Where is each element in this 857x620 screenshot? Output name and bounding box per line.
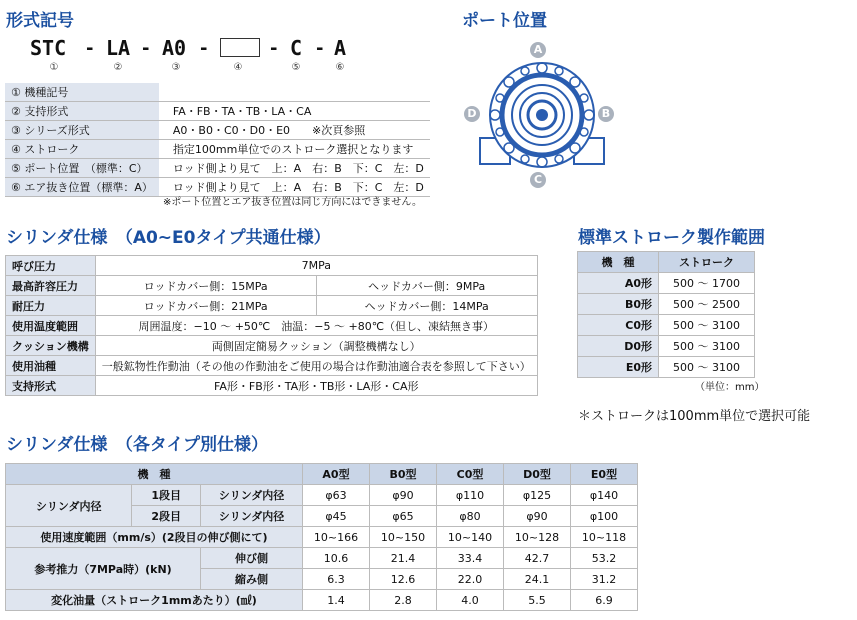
legend-row xyxy=(5,140,430,159)
spec-row xyxy=(6,256,538,276)
bore1-d0: φ125 xyxy=(504,485,571,506)
spec-value: 周囲温度：−10 ～ +50℃ 油温：−5 ～ +80℃（但し、凍結無き事） xyxy=(95,316,537,336)
spec-key: 最高許容圧力 xyxy=(6,276,96,296)
bore1-e0: φ140 xyxy=(571,485,638,506)
port-label-bottom: C xyxy=(530,172,546,188)
code-number-6: ⑥ xyxy=(335,62,345,73)
type-spec-title: シリンダ仕様 （各タイプ別仕様） xyxy=(6,435,268,455)
thrust-ret-b0: 12.6 xyxy=(370,569,437,590)
spec-value: ロッドカバー側：15MPa xyxy=(95,276,316,296)
bore-sub-label: シリンダ内径 xyxy=(201,485,303,506)
bore2-d0: φ90 xyxy=(504,506,571,527)
thrust-ext-b0: 21.4 xyxy=(370,548,437,569)
retract-label: 縮み側 xyxy=(201,569,303,590)
code-separator: - xyxy=(200,38,208,59)
legend-key: ④ ストローク xyxy=(5,140,159,159)
bore1-c0: φ110 xyxy=(437,485,504,506)
spec-row xyxy=(6,336,538,356)
std-row xyxy=(578,336,755,357)
std-stroke-unit: （単位：mm） xyxy=(695,382,765,393)
std-row xyxy=(578,294,755,315)
code-part-6: A xyxy=(334,36,347,60)
legend-value: ロッド側より見て 上：A 右：B 下：C 左：D xyxy=(159,159,430,178)
std-stroke-title: 標準ストローク製作範囲 xyxy=(578,228,765,248)
type-row xyxy=(6,485,638,506)
oil-d0: 5.5 xyxy=(504,590,571,611)
thrust-ext-d0: 42.7 xyxy=(504,548,571,569)
code-number-5: ⑤ xyxy=(291,62,301,73)
std-stroke: 500 ～ 3100 xyxy=(659,336,755,357)
thrust-label: 参考推力（7MPa時）(kN) xyxy=(6,548,201,590)
bore1-a0: φ63 xyxy=(303,485,370,506)
legend-value: 指定100mm単位でのストローク選択となります xyxy=(159,140,430,159)
legend-row xyxy=(5,121,430,140)
speed-d0: 10~128 xyxy=(504,527,571,548)
spec-key: 耐圧力 xyxy=(6,296,96,316)
type-header-e0: E0型 xyxy=(571,464,638,485)
bore2-c0: φ80 xyxy=(437,506,504,527)
spec-value: FA形・FB形・TA形・TB形・LA形・CA形 xyxy=(95,376,537,396)
type-header-a0: A0型 xyxy=(303,464,370,485)
code-part-3: A0 xyxy=(162,36,187,60)
std-header: 機 種 xyxy=(578,252,659,273)
spec-value: ヘッドカバー側：9MPa xyxy=(316,276,537,296)
thrust-ext-a0: 10.6 xyxy=(303,548,370,569)
spec-row xyxy=(6,316,538,336)
extend-label: 伸び側 xyxy=(201,548,303,569)
legend-value: FA・FB・TA・TB・LA・CA xyxy=(159,102,430,121)
std-stroke: 500 ～ 2500 xyxy=(659,294,755,315)
stroke-placeholder-box xyxy=(220,38,260,57)
spec-row xyxy=(6,376,538,396)
spec-value: 7MPa xyxy=(95,256,537,276)
thrust-ret-c0: 22.0 xyxy=(437,569,504,590)
thrust-ret-e0: 31.2 xyxy=(571,569,638,590)
std-model: B0形 xyxy=(578,294,659,315)
code-separator: - xyxy=(270,38,278,59)
code-separator: - xyxy=(316,38,324,59)
common-spec-title: シリンダ仕様 （A0~E0タイプ共通仕様） xyxy=(6,228,331,248)
stage-1-label: 1段目 xyxy=(132,485,201,506)
thrust-ret-a0: 6.3 xyxy=(303,569,370,590)
code-part-2: LA xyxy=(106,36,131,60)
legend-row xyxy=(5,159,430,178)
oil-b0: 2.8 xyxy=(370,590,437,611)
stroke-note: ＊ストロークは100mm単位で選択可能 xyxy=(578,409,811,424)
spec-key: 呼び圧力 xyxy=(6,256,96,276)
legend-value xyxy=(159,83,430,102)
std-row xyxy=(578,315,755,336)
type-row xyxy=(6,548,638,569)
std-model: A0形 xyxy=(578,273,659,294)
code-number-2: ② xyxy=(113,62,123,73)
bore1-b0: φ90 xyxy=(370,485,437,506)
legend-key: ⑥ エア抜き位置（標準：A） xyxy=(5,178,159,197)
spec-value: ヘッドカバー側：14MPa xyxy=(316,296,537,316)
spec-row xyxy=(6,296,538,316)
model-code-legend xyxy=(5,83,430,197)
spec-value: ロッドカバー側：21MPa xyxy=(95,296,316,316)
speed-b0: 10~150 xyxy=(370,527,437,548)
type-spec-table xyxy=(5,463,638,611)
common-spec-table xyxy=(5,255,538,396)
speed-e0: 10~118 xyxy=(571,527,638,548)
legend-key: ③ シリーズ形式 xyxy=(5,121,159,140)
bore2-a0: φ45 xyxy=(303,506,370,527)
spec-key: 使用温度範囲 xyxy=(6,316,96,336)
stage-2-label: 2段目 xyxy=(132,506,201,527)
type-header-b0: B0型 xyxy=(370,464,437,485)
spec-key: クッション機構 xyxy=(6,336,96,356)
legend-key: ① 機種記号 xyxy=(5,83,159,102)
code-separator: - xyxy=(142,38,150,59)
std-stroke: 500 ～ 3100 xyxy=(659,357,755,378)
port-label-left: D xyxy=(464,106,480,122)
spec-key: 使用油種 xyxy=(6,356,96,376)
legend-value: ロッド側より見て 上：A 右：B 下：C 左：D xyxy=(159,178,430,197)
std-model: C0形 xyxy=(578,315,659,336)
spec-row xyxy=(6,356,538,376)
bore2-b0: φ65 xyxy=(370,506,437,527)
type-header-row xyxy=(6,464,638,485)
std-model: D0形 xyxy=(578,336,659,357)
thrust-ext-c0: 33.4 xyxy=(437,548,504,569)
std-header-row xyxy=(578,252,755,273)
port-position-title: ポート位置 xyxy=(462,11,547,31)
legend-value: A0・B0・C0・D0・E0 ※次頁参照 xyxy=(159,121,430,140)
std-stroke: 500 ～ 1700 xyxy=(659,273,755,294)
model-code xyxy=(30,36,360,76)
port-label-top: A xyxy=(530,42,546,58)
std-stroke: 500 ～ 3100 xyxy=(659,315,755,336)
spec-row xyxy=(6,276,538,296)
type-row xyxy=(6,527,638,548)
thrust-ret-d0: 24.1 xyxy=(504,569,571,590)
code-part-1: STC xyxy=(30,36,67,60)
bore2-e0: φ100 xyxy=(571,506,638,527)
speed-label: 使用速度範囲（mm/s）(2段目の伸び側にて) xyxy=(6,527,303,548)
spec-value: 両側固定簡易クッション（調整機構なし） xyxy=(95,336,537,356)
type-header-d0: D0型 xyxy=(504,464,571,485)
port-label-right: B xyxy=(598,106,614,122)
model-code-title: 形式記号 xyxy=(6,11,74,31)
speed-c0: 10~140 xyxy=(437,527,504,548)
spec-value: 一般鉱物性作動油（その他の作動油をご使用の場合は作動油適合表を参照して下さい） xyxy=(95,356,537,376)
bore-label: シリンダ内径 xyxy=(6,485,132,527)
std-header: ストローク xyxy=(659,252,755,273)
legend-row xyxy=(5,83,430,102)
type-header-c0: C0型 xyxy=(437,464,504,485)
oil-e0: 6.9 xyxy=(571,590,638,611)
oil-label: 変化油量（ストローク1mmあたり）(㎖) xyxy=(6,590,303,611)
oil-a0: 1.4 xyxy=(303,590,370,611)
code-number-3: ③ xyxy=(171,62,181,73)
type-header-model: 機 種 xyxy=(6,464,303,485)
legend-key: ② 支持形式 xyxy=(5,102,159,121)
legend-key: ⑤ ポート位置 （標準：C） xyxy=(5,159,159,178)
spec-key: 支持形式 xyxy=(6,376,96,396)
code-number-4: ④ xyxy=(233,62,243,73)
type-row xyxy=(6,590,638,611)
code-separator: - xyxy=(86,38,94,59)
std-model: E0形 xyxy=(578,357,659,378)
bore-sub-label: シリンダ内径 xyxy=(201,506,303,527)
port-diagram xyxy=(462,40,622,190)
thrust-ext-e0: 53.2 xyxy=(571,548,638,569)
legend-note: ※ポート位置とエア抜き位置は同じ方向にはできません。 xyxy=(163,197,422,208)
speed-a0: 10~166 xyxy=(303,527,370,548)
code-number-1: ① xyxy=(49,62,59,73)
legend-row xyxy=(5,102,430,121)
std-row xyxy=(578,357,755,378)
std-stroke-table xyxy=(577,251,755,378)
oil-c0: 4.0 xyxy=(437,590,504,611)
code-part-5: C xyxy=(290,36,303,60)
std-row xyxy=(578,273,755,294)
